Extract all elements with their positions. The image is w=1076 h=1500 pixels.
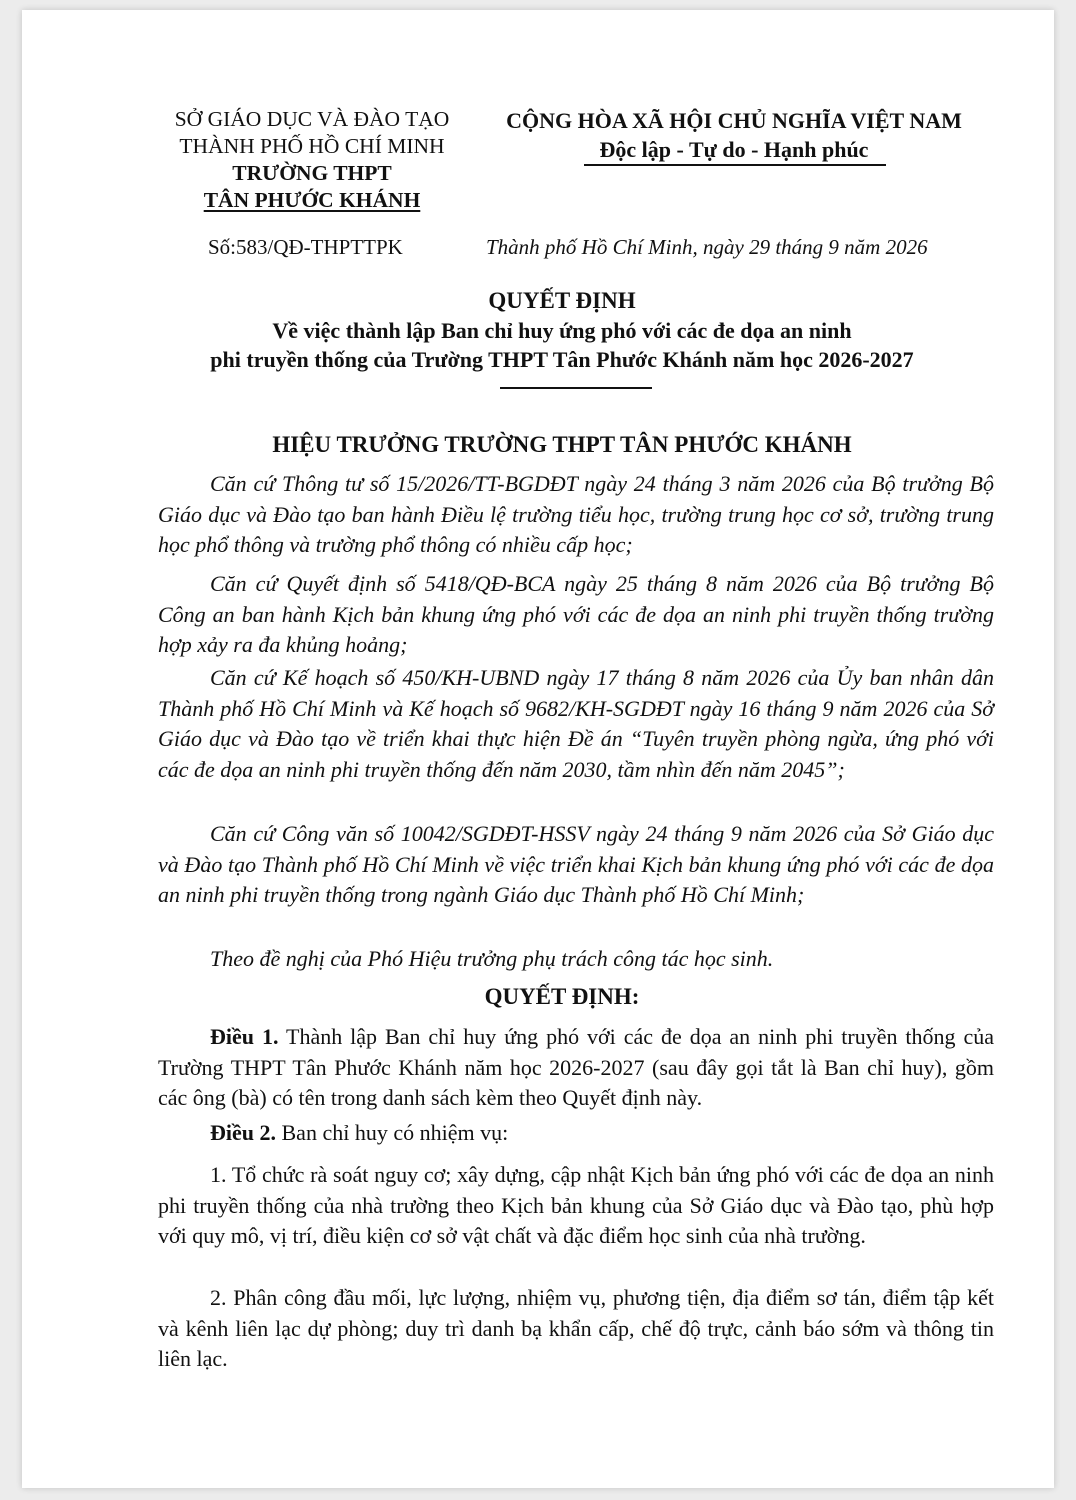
article-2-text: Ban chỉ huy có nhiệm vụ: xyxy=(276,1120,509,1145)
issuing-authority: HIỆU TRƯỞNG TRƯỜNG THPT TÂN PHƯỚC KHÁNH xyxy=(272,432,852,457)
document-number: Số:583/QĐ-THPTTPK xyxy=(208,235,403,259)
agency-line-1: SỞ GIÁO DỤC VÀ ĐÀO TẠO xyxy=(174,107,450,131)
article-2-item-2: 2. Phân công đầu mối, lực lượng, nhiệm vụ, phương tiện, địa điểm sơ tán, điểm tập kết và kênh liên lạc dự phòng; duy trì danh bạ khẩn cấp, chế độ trực, cảnh báo sớm và thông tin liên lạc. xyxy=(158,1285,994,1371)
subject-line-1: Về việc thành lập Ban chỉ huy ứng phó với các đe dọa an ninh xyxy=(272,318,852,343)
national-header-block xyxy=(484,106,984,164)
article-1 xyxy=(158,1022,994,1114)
document-type-heading: QUYẾT ĐỊNH xyxy=(488,288,636,313)
school-line-1: TRƯỜNG THPT xyxy=(232,161,392,185)
legal-basis-3: Căn cứ Kế hoạch số 450/KH-UBND ngày 17 tháng 8 năm 2026 của Ủy ban nhân dân Thành phố Hồ Chí Minh và Kế hoạch số 9682/KH-SGDĐT ngày 16 tháng 9 năm 2026 của Sở Giáo dục và Đào tạo về triển khai thực hiện Đề án “Tuyên truyền phòng ngừa, ứng phó với các đe dọa an ninh phi truyền thống đến năm 2030, tầm nhìn đến năm 2045”; xyxy=(158,665,994,782)
title-separator xyxy=(500,387,652,389)
article-2-item-1: 1. Tổ chức rà soát nguy cơ; xây dựng, cập nhật Kịch bản ứng phó với các đe dọa an ninh phi truyền thống của nhà trường theo Kịch bản khung của Sở Giáo dục và Đào tạo, phù hợp với quy mô, vị trí, điều kiện cơ sở vật chất và đặc điểm học sinh của nhà trường. xyxy=(158,1162,994,1248)
legal-basis-4: Căn cứ Công văn số 10042/SGDĐT-HSSV ngày 24 tháng 9 năm 2026 của Sở Giáo dục và Đào tạo Thành phố Hồ Chí Minh về việc triển khai Kịch bản khung ứng phó với các đe dọa an ninh phi truyền thống trong ngành Giáo dục Thành phố Hồ Chí Minh; xyxy=(158,821,994,907)
legal-basis-1: Căn cứ Thông tư số 15/2026/TT-BGDĐT ngày 24 tháng 3 năm 2026 của Bộ trưởng Bộ Giáo dục và Đào tạo ban hành Điều lệ trường tiểu học, trường trung học cơ sở, trường trung học phổ thông và trường phổ thông có nhiều cấp học; xyxy=(158,471,994,557)
proposal-basis: Theo đề nghị của Phó Hiệu trưởng phụ trách công tác học sinh. xyxy=(210,946,774,971)
article-2 xyxy=(158,1118,994,1149)
legal-basis-2: Căn cứ Quyết định số 5418/QĐ-BCA ngày 25 tháng 8 năm 2026 của Bộ trưởng Bộ Công an ban hành Kịch bản khung ứng phó với các đe dọa an ninh phi truyền thống trường hợp xảy ra đa khủng hoảng; xyxy=(158,571,994,657)
subject-line-2: phi truyền thống của Trường THPT Tân Phước Khánh năm học 2026-2027 xyxy=(210,347,914,372)
article-1-text: Thành lập Ban chỉ huy ứng phó với các đe dọa an ninh phi truyền thống của Trường THPT Tân Phước Khánh năm học 2026-2027 (sau đây gọi tắt là Ban chỉ huy), gồm các ông (bà) có tên trong danh sách kèm theo Quyết định này. xyxy=(158,1024,995,1110)
national-motto: Độc lập - Tự do - Hạnh phúc xyxy=(599,137,869,162)
place-and-date: Thành phố Hồ Chí Minh, ngày 29 tháng 9 năm 2026 xyxy=(486,235,928,259)
nation-title: CỘNG HÒA XÃ HỘI CHỦ NGHĨA VIỆT NAM xyxy=(506,108,962,133)
article-2-label: Điều 2. xyxy=(210,1120,276,1145)
motto-underline xyxy=(584,164,886,166)
document-subject xyxy=(62,316,1062,374)
agency-line-2: THÀNH PHỐ HỒ CHÍ MINH xyxy=(179,134,445,158)
article-1-label: Điều 1. xyxy=(210,1024,279,1049)
school-line-2: TÂN PHƯỚC KHÁNH xyxy=(203,188,421,212)
decision-heading: QUYẾT ĐỊNH: xyxy=(484,984,640,1009)
issuing-agency-block xyxy=(132,106,492,214)
document-page xyxy=(22,10,1054,1488)
